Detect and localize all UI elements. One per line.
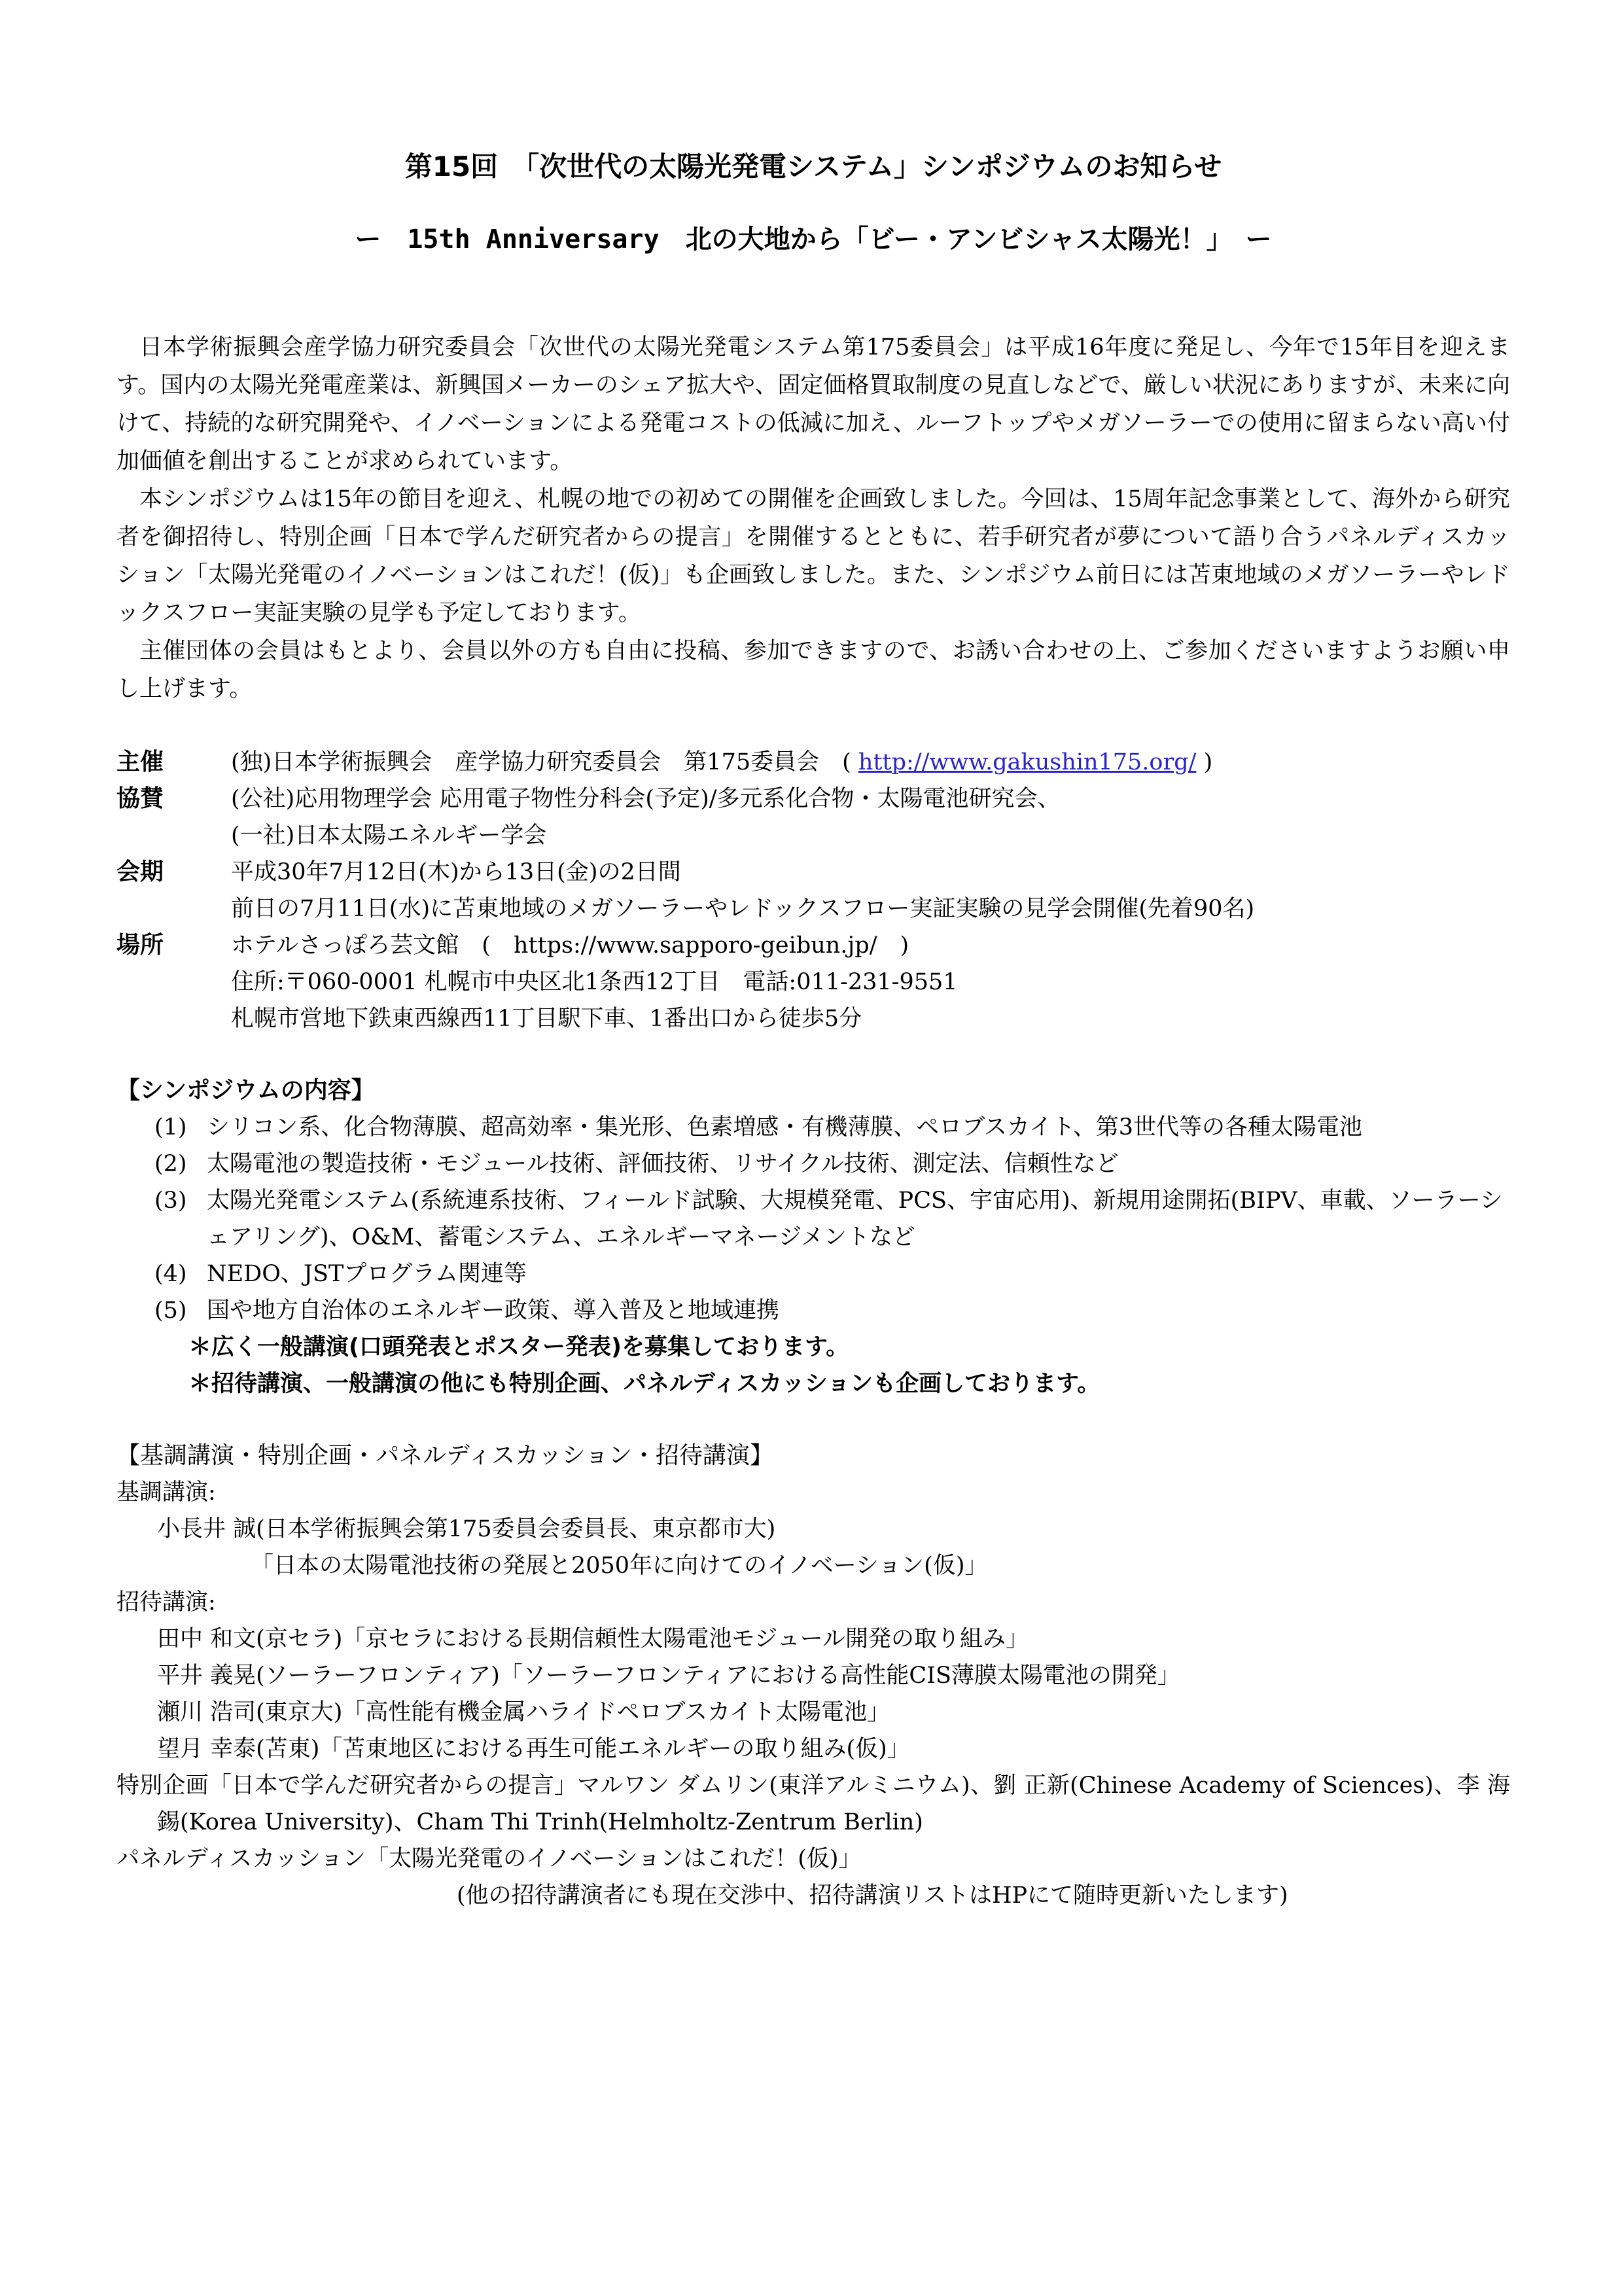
talks-heading: 【基調講演・特別企画・パネルディスカッション・招待講演】 (116, 1442, 774, 1470)
item-text: NEDO、JSTプログラム関連等 (207, 1261, 527, 1288)
venue-row (116, 927, 1510, 1037)
item-text: 国や地方自治体のエネルギー政策、導入普及と地域連携 (207, 1298, 780, 1324)
intro-paragraph: 本シンポジウムは15年の節目を迎え、札幌の地での初めての開催を企画致しました。今回は、15周年記念事業として、海外から研究者を御招待し、特別企画「日本で学んだ研究者からの提言」を開催するとともに、若手研究者が夢について語り合うパネルディスカッション「太陽光発電のイノベーションはこれだ！(仮)」も企画致しました。また、シンポジウム前日には苫東地域のメガソーラーやレドックスフロー実証実験の見学も予定しております。 (116, 486, 1510, 627)
document-page (116, 150, 1510, 1914)
talks-footnote: (他の招待講演者にも現在交渉中、招待講演リストはHPにて随時更新いたします) (457, 1882, 1288, 1909)
special-program: 特別企画「日本で学んだ研究者からの提言」マルワン ダムリン(東洋アルミニウム)、劉 正新(Chinese Academy of Sciences)、李 海錫(Korea University)、Cham Thi Trinh(Helmholtz-Zentrum Berlin) (116, 1773, 1510, 1836)
contents-heading: 【シンポジウムの内容】 (116, 1077, 375, 1104)
invited-talk: 望月 幸泰(苫東)「苫東地区における再生可能エネルギーの取り組み(仮)」 (157, 1736, 910, 1763)
sponsor-line: (公社)応用物理学会 応用電子物性分科会(予定)/多元系化合物・太陽電池研究会、 (231, 786, 1061, 813)
item-text: 太陽電池の製造技術・モジュール技術、評価技術、リサイクル技術、測定法、信頼性など (207, 1151, 1119, 1178)
sponsor-label: 協賛 (116, 785, 164, 813)
page-title: 第15回 「次世代の太陽光発電システム」シンポジウムのお知らせ (404, 150, 1222, 183)
organizer-close: ) (1203, 749, 1213, 776)
list-item (154, 1292, 1510, 1329)
item-number: (4) (154, 1261, 187, 1288)
date-label: 会期 (116, 858, 164, 886)
item-number: (5) (154, 1298, 187, 1324)
venue-label: 場所 (116, 932, 164, 959)
organizer-row (116, 744, 1510, 781)
contents-list (154, 1109, 1510, 1329)
item-number: (2) (154, 1151, 187, 1178)
organizer-url-link[interactable]: http://www.gakushin175.org/ (858, 749, 1197, 776)
item-number: (1) (154, 1114, 187, 1141)
list-item (154, 1109, 1510, 1146)
call-for-papers-note: ＊広く一般講演(口頭発表とポスター発表)を募集しております。 (188, 1334, 849, 1361)
item-number: (3) (154, 1188, 187, 1214)
contents-notes (188, 1329, 1510, 1402)
keynote-title: 「日本の太陽電池技術の発展と2050年に向けてのイノベーション(仮)」 (251, 1553, 988, 1580)
special-program-note: ＊招待講演、一般講演の他にも特別企画、パネルディスカッションも企画しております。 (188, 1371, 1101, 1398)
list-item (154, 1146, 1510, 1182)
page-subtitle: ー 15th Anniversary 北の大地から「ビー・アンビシャス太陽光！」 ー (355, 224, 1272, 255)
invited-talk: 瀬川 浩司(東京大)「高性能有機金属ハライドペロブスカイト太陽電池」 (157, 1699, 890, 1726)
invited-talk: 田中 和文(京セラ)「京セラにおける長期信頼性太陽電池モジュール開発の取り組み」 (157, 1626, 1029, 1653)
item-text: シリコン系、化合物薄膜、超高効率・集光形、色素増感・有機薄膜、ペロブスカイト、第3世代等の各種太陽電池 (207, 1114, 1362, 1141)
list-item (154, 1182, 1510, 1256)
panel-discussion: パネルディスカッション「太陽光発電のイノベーションはこれだ！(仮)」 (116, 1846, 862, 1873)
sponsor-line: (一社)日本太陽エネルギー学会 (231, 822, 547, 849)
organizer-label: 主催 (116, 749, 164, 776)
list-item (154, 1256, 1510, 1292)
organizer-text: (独)日本学術振興会 産学協力研究委員会 第175委員会 ( (231, 749, 851, 776)
date-line: 平成30年7月12日(木)から13日(金)の2日間 (231, 859, 681, 886)
keynote-label: 基調講演: (116, 1479, 216, 1506)
venue-line: ホテルさっぽろ芸文館 ( https://www.sapporo-geibun.jp/ ) (231, 932, 909, 959)
event-info (116, 744, 1510, 1037)
item-text: 太陽光発電システム(系統連系技術、フィールド試験、大規模発電、PCS、宇宙応用)、新規用途開拓(BIPV、車載、ソーラーシェアリング)、O&M、蓄電システム、エネルギーマネージメントなど (207, 1188, 1503, 1251)
sponsor-row (116, 781, 1510, 854)
intro-paragraph: 日本学術振興会産学協力研究委員会「次世代の太陽光発電システム第175委員会」は平成16年度に発足し、今年で15年目を迎えます。国内の太陽光発電産業は、新興国メーカーのシェア拡大や、固定価格買取制度の見直しなどで、厳しい状況にありますが、未来に向けて、持続的な研究開発や、イノベーションによる発電コストの低減に加え、ルーフトップやメガソーラーでの使用に留まらない高い付加価値を創出することが求められています。 (116, 334, 1510, 475)
keynote-speaker: 小長井 誠(日本学術振興会第175委員会委員長、東京都市大) (157, 1516, 776, 1543)
venue-line: 札幌市営地下鉄東西線西11丁目駅下車、1番出口から徒歩5分 (231, 1006, 862, 1033)
venue-line: 住所:〒060-0001 札幌市中央区北1条西12丁目 電話:011-231-9551 (231, 969, 958, 996)
date-line: 前日の7月11日(水)に苫東地域のメガソーラーやレドックスフロー実証実験の見学会開催(先着90名) (231, 896, 1255, 923)
intro-paragraph: 主催団体の会員はもとより、会員以外の方も自由に投稿、参加できますので、お誘い合わせの上、ご参加くださいますようお願い申し上げます。 (116, 638, 1510, 703)
intro-section (116, 328, 1510, 708)
talks-section (116, 1474, 1510, 1914)
date-row (116, 854, 1510, 927)
invited-talk: 平井 義晃(ソーラーフロンティア)「ソーラーフロンティアにおける高性能CIS薄膜太陽電池の開発」 (157, 1663, 1180, 1689)
invited-label: 招待講演: (116, 1589, 216, 1616)
